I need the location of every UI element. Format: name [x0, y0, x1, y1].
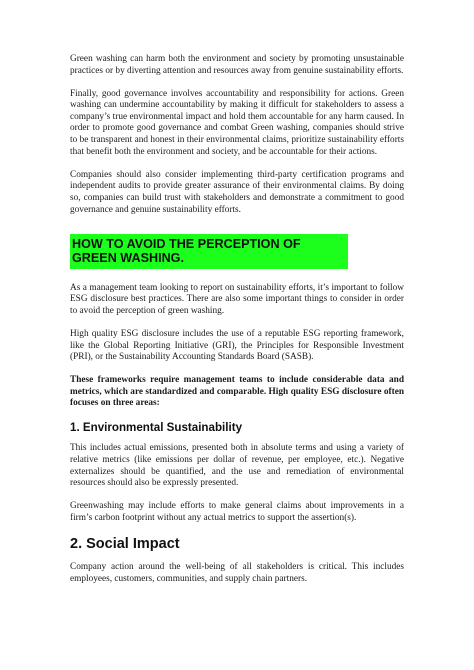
- section-heading-environmental: 1. Environmental Sustainability: [70, 421, 243, 435]
- paragraph-emissions: This includes actual emissions, presented both in absolute terms and using a variety of relative metrics (like emissions per dollar of revenue, per employee, etc.). Negative externalizes should be quantified, and the use and remediation of environmental resources should also be expressly presented.: [70, 443, 404, 489]
- paragraph-greenwashing-claims: Greenwashing may include efforts to make general claims about improvements in a firm’s carbon footprint without any actual metrics to support the assertion(s).: [70, 501, 404, 523]
- paragraph-stakeholders: Company action around the well-being of all stakeholders is critical. This includes employees, customers, communities, and supply chain partners.: [70, 562, 404, 584]
- paragraph-third-party-certification: Companies should also consider implementing third-party certification programs and independent audits to provide greater assurance of their environmental claims. By doing so, companies can build trust with stakeholders and demonstrate a commitment to good governance and genuine sustainability efforts.: [70, 169, 404, 215]
- paragraph-management-team: As a management team looking to report on sustainability efforts, it’s important to follow ESG disclosure best practices. There are also some important things to consider in order to avoid the perception of green washing.: [70, 282, 404, 316]
- paragraph-frameworks-bold: These frameworks require management teams to include considerable data and metrics, which are standardized and comparable. High quality ESG disclosure often focuses on three areas:: [70, 375, 404, 409]
- paragraph-esg-framework: High quality ESG disclosure includes the use of a reputable ESG reporting framework, like the Global Reporting Initiative (GRI), the Principles for Responsible Investment (PRI), or the Sustainability Accounting Standards Board (SASB).: [70, 328, 404, 363]
- section-heading-social: 2. Social Impact: [70, 536, 180, 553]
- paragraph-good-governance: Finally, good governance involves accountability and responsibility for actions. Green washing can undermine accountability by making it difficult for stakeholders to assess a company’s true environmental impact and hold them accountable for any harm caused. In order to promote good governance and combat Green washing, companies should strive to be transparent and honest in their environmental claims, prioritize sustainability efforts that benefit both the environment and society, and be accountable for their actions.: [70, 88, 404, 157]
- paragraph-greenwashing-harm: Green washing can harm both the environment and society by promoting unsustainable practices or by diverting attention and resources away from genuine sustainability efforts.: [70, 54, 404, 76]
- main-heading: HOW TO AVOID THE PERCEPTION OF GREEN WASHING.: [70, 234, 348, 269]
- document-page: [70, 54, 404, 597]
